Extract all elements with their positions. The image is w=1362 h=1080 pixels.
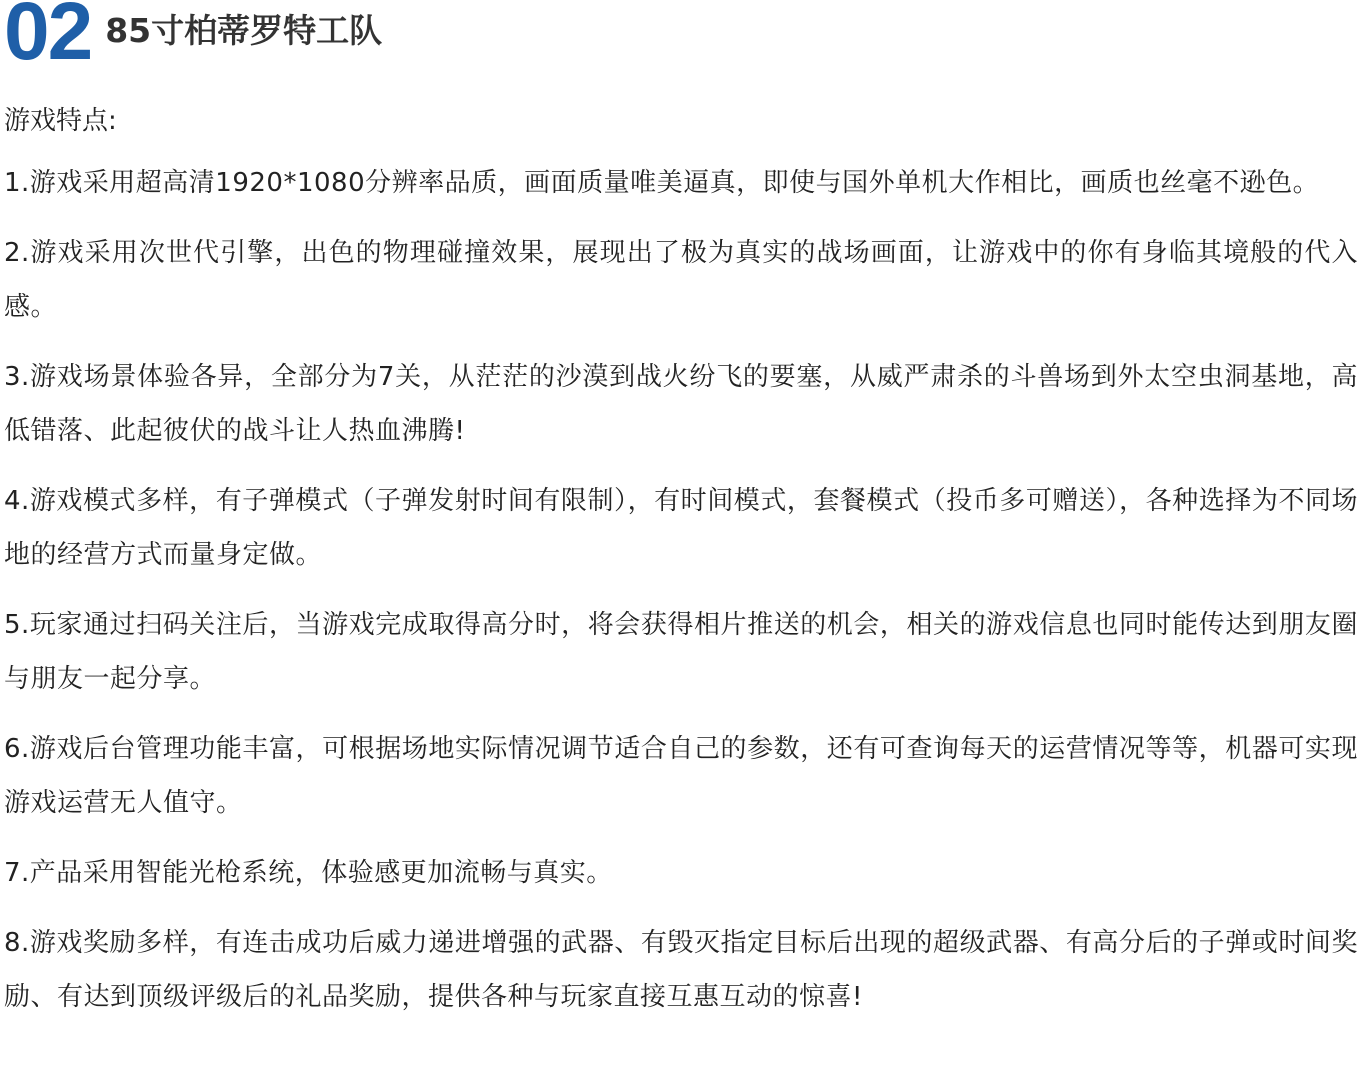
feature-item-5: 5.玩家通过扫码关注后，当游戏完成取得高分时，将会获得相片推送的机会，相关的游戏信息也同时能传达到朋友圈与朋友一起分享。: [4, 610, 1358, 694]
section-title: 85寸柏蒂罗特工队: [105, 11, 383, 50]
feature-item-4: 4.游戏模式多样，有子弹模式（子弹发射时间有限制），有时间模式，套餐模式（投币多可赠送），各种选择为不同场地的经营方式而量身定做。: [4, 486, 1358, 570]
article-body: [4, 94, 1358, 1040]
feature-item-1: 1.游戏采用超高清1920*1080分辨率品质，画面质量唯美逼真，即使与国外单机大作相比，画质也丝毫不逊色。: [4, 168, 1320, 198]
feature-item-6: 6.游戏后台管理功能丰富，可根据场地实际情况调节适合自己的参数，还有可查询每天的运营情况等等，机器可实现游戏运营无人值守。: [4, 734, 1358, 818]
section-header: [4, 0, 383, 77]
section-number: 02: [4, 0, 92, 77]
feature-item-7: 7.产品采用智能光枪系统，体验感更加流畅与真实。: [4, 858, 613, 888]
features-label: 游戏特点:: [4, 106, 117, 136]
feature-item-8: 8.游戏奖励多样，有连击成功后威力递进增强的武器、有毁灭指定目标后出现的超级武器、有高分后的子弹或时间奖励、有达到顶级评级后的礼品奖励，提供各种与玩家直接互惠互动的惊喜!: [4, 928, 1358, 1012]
feature-item-3: 3.游戏场景体验各异，全部分为7关，从茫茫的沙漠到战火纷飞的要塞，从威严肃杀的斗兽场到外太空虫洞基地，高低错落、此起彼伏的战斗让人热血沸腾!: [4, 362, 1358, 446]
feature-item-2: 2.游戏采用次世代引擎，出色的物理碰撞效果，展现出了极为真实的战场画面，让游戏中的你有身临其境般的代入感。: [4, 238, 1358, 322]
